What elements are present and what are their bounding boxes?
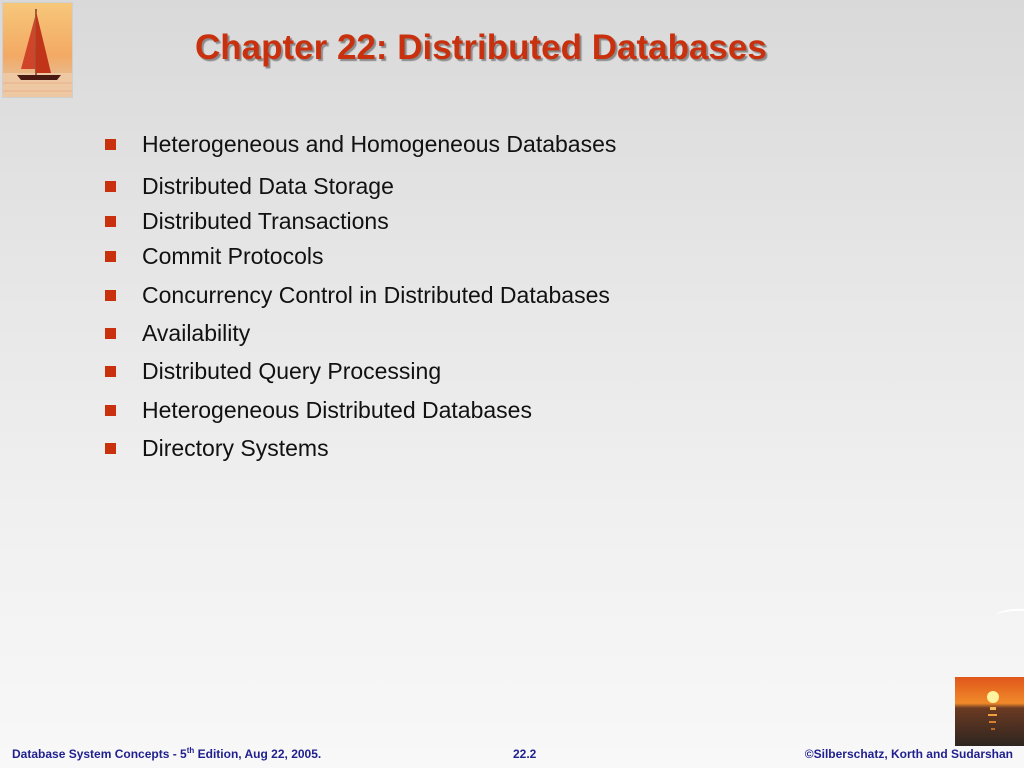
footer-page-number: 22.2 (513, 747, 537, 761)
bullet-text: Availability (142, 320, 251, 346)
sailboat-logo-icon (2, 2, 73, 98)
decorative-swoosh (992, 604, 1024, 614)
square-bullet-icon (105, 443, 116, 454)
bullet-text: Distributed Query Processing (142, 358, 442, 384)
square-bullet-icon (105, 405, 116, 416)
slide-title: Chapter 22: Distributed Databases (195, 28, 767, 67)
list-item (105, 282, 610, 309)
bullet-text: Commit Protocols (142, 243, 324, 269)
footer-book-suffix: Edition, Aug 22, 2005. (194, 747, 322, 761)
bullet-text: Directory Systems (142, 435, 329, 461)
list-item (105, 320, 250, 347)
square-bullet-icon (105, 290, 116, 301)
footer-edition-sup: th (186, 746, 195, 755)
square-bullet-icon (105, 216, 116, 227)
bullet-text: Distributed Data Storage (142, 173, 394, 199)
bullet-text: Distributed Transactions (142, 208, 389, 234)
footer-copyright: ©Silberschatz, Korth and Sudarshan (804, 747, 1013, 761)
square-bullet-icon (105, 328, 116, 339)
square-bullet-icon (105, 181, 116, 192)
sunset-logo-icon (955, 677, 1024, 746)
bullet-text: Heterogeneous Distributed Databases (142, 397, 532, 423)
square-bullet-icon (105, 366, 116, 377)
list-item (105, 243, 323, 270)
bullet-text: Heterogeneous and Homogeneous Databases (142, 131, 617, 157)
footer-book-prefix: Database System Concepts - 5 (12, 747, 187, 761)
bullet-text: Concurrency Control in Distributed Databases (142, 282, 610, 308)
list-item (105, 208, 389, 235)
square-bullet-icon (105, 251, 116, 262)
list-item (105, 397, 532, 424)
square-bullet-icon (105, 139, 116, 150)
list-item (105, 173, 394, 200)
list-item (105, 358, 441, 385)
footer-book-edition (12, 747, 321, 761)
list-item (105, 131, 616, 158)
list-item (105, 435, 329, 462)
footer (0, 747, 1024, 765)
